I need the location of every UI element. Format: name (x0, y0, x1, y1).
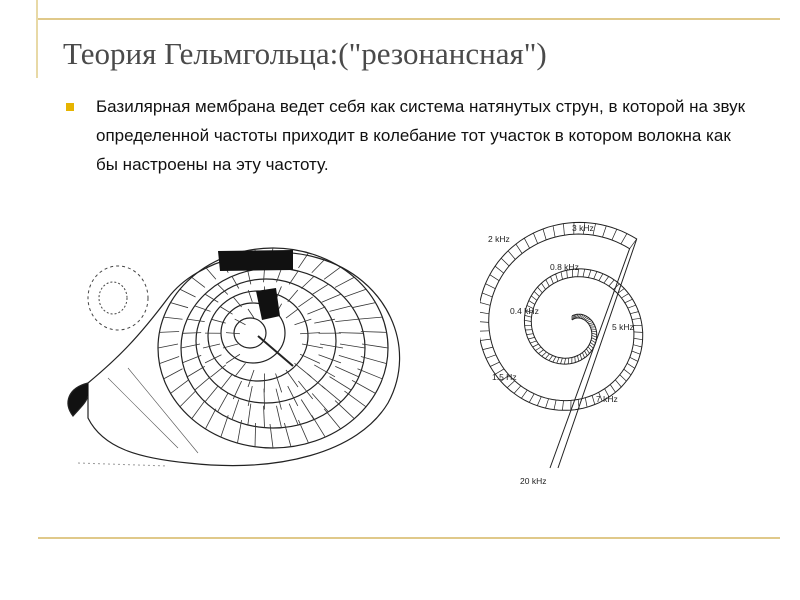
label-0-4khz: 0.4 kHz (510, 306, 539, 316)
label-1-5hz: 1.5 Hz (492, 372, 517, 382)
top-divider (38, 18, 780, 20)
label-3khz: 3 kHz (572, 223, 594, 233)
label-5khz: 5 kHz (612, 322, 634, 332)
slide-title: Теория Гельмгольца:("резонансная") (63, 36, 547, 71)
slide-body-text: Базилярная мембрана ведет себя как система натянутых струн, в которой на звук определенной частоты приходит в колебание тот участок в котором волокна как бы настроены на эту частоту. (96, 97, 746, 174)
bullet-marker (66, 103, 74, 111)
label-0-8khz: 0.8 kHz (550, 262, 579, 272)
label-7khz: 7 kHz (596, 394, 618, 404)
label-20khz: 20 kHz (520, 476, 547, 486)
cochlea-spiral-illustration (48, 238, 428, 478)
left-accent-line (36, 0, 38, 78)
bottom-divider (38, 537, 780, 539)
tonotopic-spiral-diagram (480, 218, 690, 493)
label-2khz: 2 kHz (488, 234, 510, 244)
